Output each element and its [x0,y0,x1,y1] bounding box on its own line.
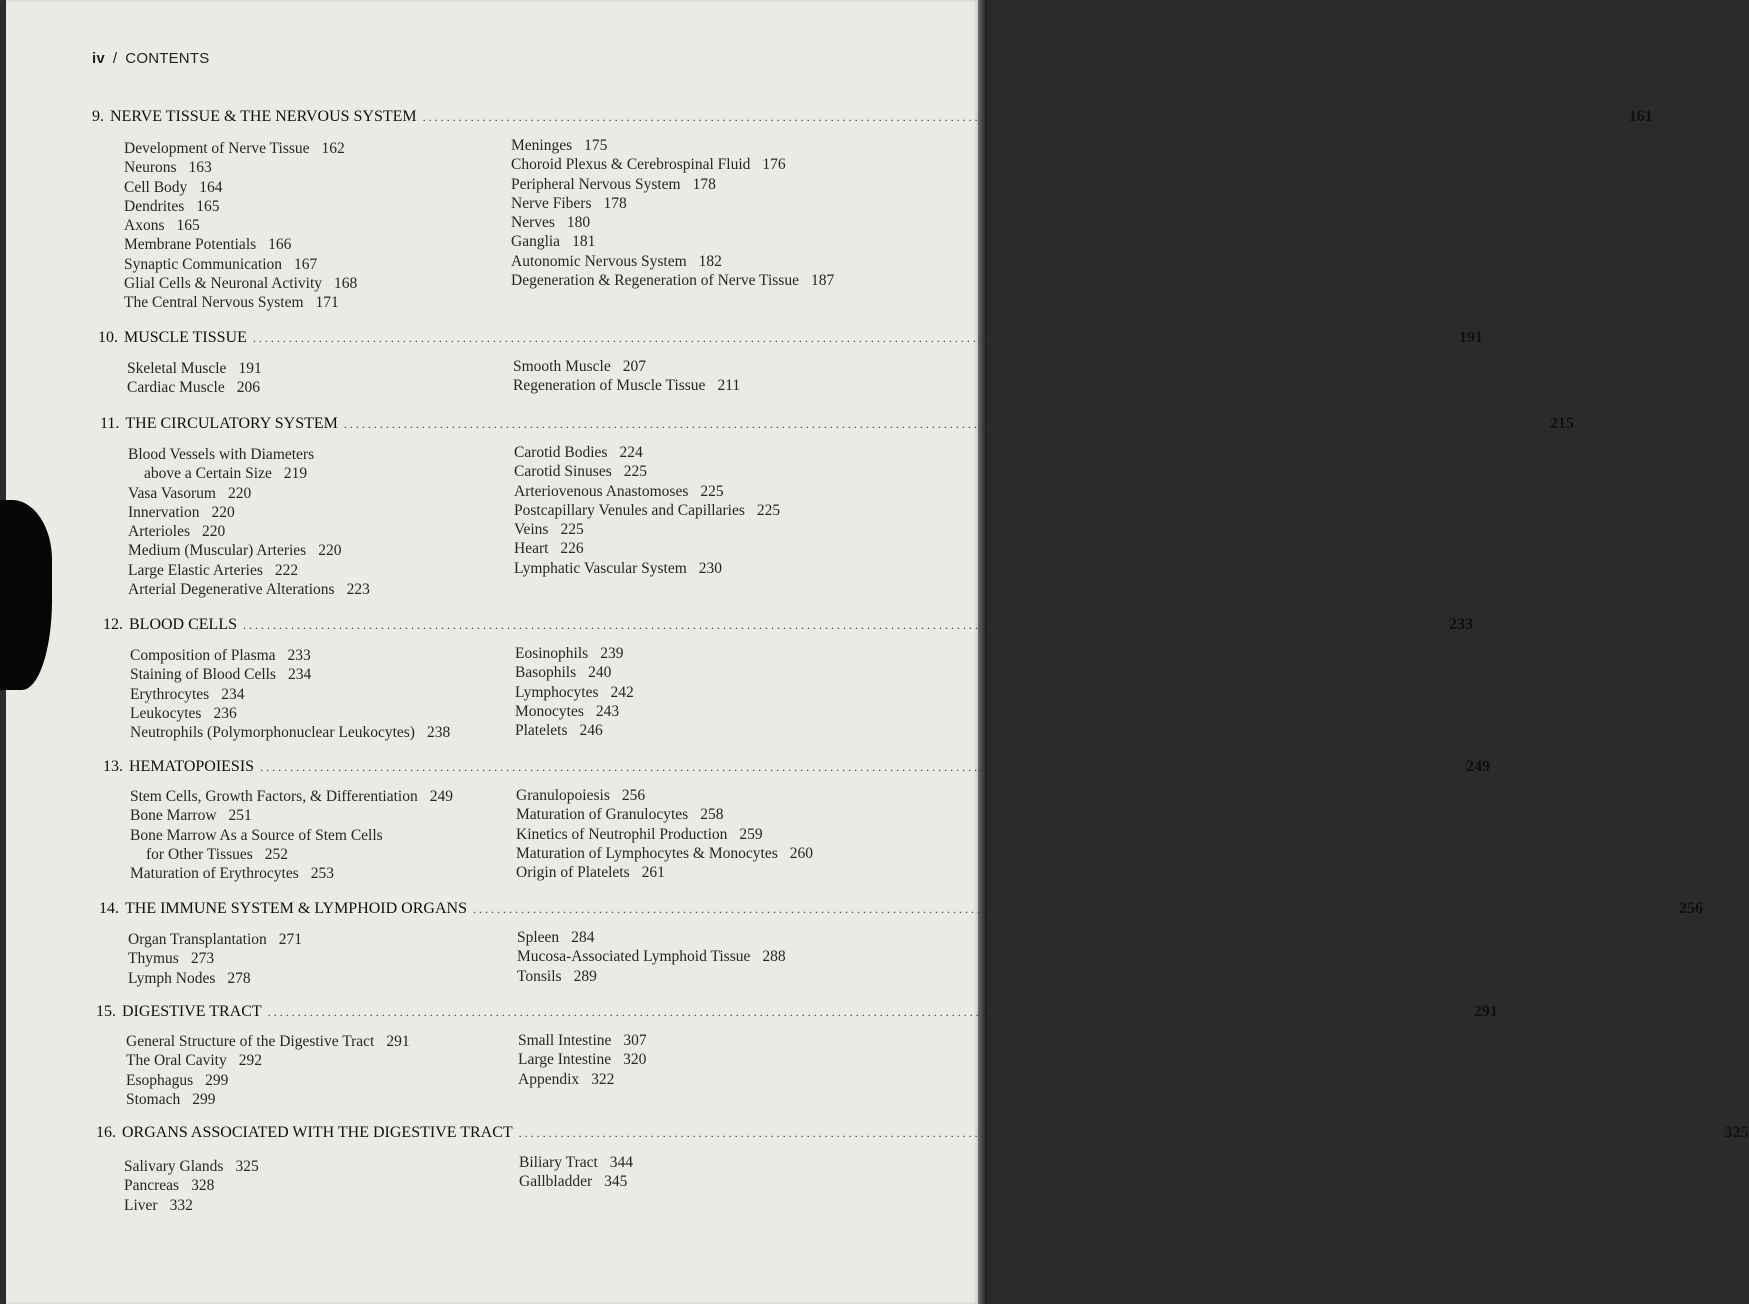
chapter-title[interactable]: HEMATOPOIESIS [129,758,255,775]
toc-entry[interactable] [516,844,813,863]
toc-entry-page: 191 [238,360,262,377]
toc-entry-page: 178 [603,194,627,212]
toc-entry-page: 224 [619,444,643,461]
toc-entry-page: 256 [621,787,646,804]
chapter-title[interactable]: THE IMMUNE SYSTEM & LYMPHOID ORGANS [125,900,467,917]
toc-entry-page: 299 [205,1071,229,1089]
toc-entry-page: 259 [739,825,763,843]
toc-entry-title: General Structure of the Digestive Tract [126,1033,375,1050]
leader-dots: ........................................................................................................................................................................................................ [252,331,1453,345]
toc-entry[interactable] [130,826,453,845]
toc-entry-title: Peripheral Nervous System [511,175,681,193]
toc-entry-page: 171 [315,294,339,312]
toc-entry-page: 246 [579,722,603,740]
toc-entry-title: above a Certain Size [144,465,272,483]
toc-entry[interactable] [128,930,302,949]
toc-entry[interactable] [519,1153,633,1172]
toc-entry-title: Spleen [517,929,560,946]
toc-entry-title: Leukocytes [130,704,202,722]
toc-entry-title: Esophagus [126,1071,194,1089]
toc-entry-page: 325 [235,1158,259,1175]
chapter-number: 10. [98,329,118,346]
toc-entry[interactable] [514,539,780,558]
toc-column-left [130,646,450,742]
toc-entry-title: Development of Nerve Tissue [124,140,310,157]
toc-entry[interactable] [124,274,357,293]
chapter-page-number: 215 [1549,415,1574,432]
toc-entry-page: 207 [622,358,646,375]
toc-entry-title: Gallbladder [519,1173,593,1191]
toc-column-right [519,1153,633,1192]
chapter-title[interactable]: MUSCLE TISSUE [124,329,247,346]
toc-entry-title: Axons [124,217,165,235]
toc-entry-title: Neutrophils (Polymorphonuclear Leukocytes) [130,724,415,742]
toc-entry[interactable] [515,721,634,740]
toc-entry[interactable] [128,503,370,522]
toc-entry-page: 299 [192,1090,216,1108]
chapter-number: 13. [103,758,123,775]
running-head-separator: / [112,50,118,67]
chapter-page-number: 161 [1628,108,1653,125]
toc-entry[interactable] [127,359,262,378]
toc-entry-page: 307 [623,1032,647,1049]
toc-entry[interactable] [127,378,262,397]
toc-entry-page: 176 [762,156,786,174]
toc-entry-page: 344 [609,1154,634,1171]
toc-entry[interactable] [511,232,834,251]
toc-entry[interactable] [128,522,370,541]
toc-entry[interactable] [515,663,634,682]
toc-entry-title: Monocytes [515,702,584,720]
toc-column-right [515,644,634,740]
toc-entry-title: Granulopoiesis [516,787,610,804]
toc-entry[interactable] [511,194,834,213]
toc-entry-page: 164 [199,178,223,196]
toc-column-left [128,930,302,988]
toc-entry-page: 238 [426,724,451,742]
toc-entry-page: 252 [264,845,289,863]
leader-dots: ........................................................................................................................................................................................................ [243,618,1443,632]
toc-entry-title: Vasa Vasorum [128,484,216,502]
toc-entry[interactable] [130,806,453,825]
toc-entry-title: Maturation of Erythrocytes [130,865,299,883]
toc-entry-title: Eosinophils [515,645,589,662]
toc-entry-page: 222 [274,561,299,579]
toc-column-left [124,1157,259,1215]
toc-column-left [128,445,370,599]
toc-entry-title: Veins [514,521,549,539]
toc-entry[interactable] [130,685,450,704]
leader-dots: ........................................................................................................................................................................................................ [472,902,1673,916]
chapter-title[interactable]: NERVE TISSUE & THE NERVOUS SYSTEM [110,108,417,125]
toc-entry-page: 225 [756,501,781,519]
toc-entry-page: 288 [762,948,786,966]
toc-entry-page: 345 [604,1173,628,1191]
toc-entry[interactable] [128,580,370,599]
toc-entry-page: 163 [188,159,212,177]
chapter-heading [96,1124,1749,1144]
toc-entry[interactable] [124,216,357,235]
toc-entry-title: Arterioles [128,523,190,541]
toc-entry[interactable] [516,825,813,844]
chapter-title[interactable]: ORGANS ASSOCIATED WITH THE DIGESTIVE TRACT [122,1124,513,1141]
toc-entry-page: 234 [287,666,312,684]
toc-entry-title: Staining of Blood Cells [130,666,276,684]
toc-entry-title: Arterial Degenerative Alterations [128,581,335,599]
toc-entry-title: Dendrites [124,197,185,215]
toc-entry-page: 187 [810,272,835,290]
toc-entry-title: Regeneration of Muscle Tissue [513,377,706,395]
toc-entry-title: Bone Marrow As a Source of Stem Cells [130,826,383,844]
toc-entry-page: 220 [318,542,342,560]
toc-entry[interactable] [124,158,357,177]
chapter-title[interactable]: BLOOD CELLS [129,616,237,633]
chapter-number: 15. [96,1003,116,1020]
toc-entry[interactable] [515,683,634,702]
toc-entry-title: Meninges [511,137,573,154]
toc-entry[interactable] [130,845,453,864]
toc-entry-page: 223 [346,581,370,599]
toc-entry[interactable] [511,213,834,232]
toc-entry[interactable] [128,561,370,580]
toc-entry[interactable] [516,786,813,805]
toc-entry-title: Membrane Potentials [124,236,257,254]
toc-entry-page: 167 [294,255,318,273]
toc-column-left [124,139,357,313]
toc-entry-title: Neurons [124,159,177,177]
toc-entry-title: Bone Marrow [130,807,217,825]
toc-entry[interactable] [518,1031,647,1050]
toc-entry[interactable] [126,1071,410,1090]
toc-entry-page: 166 [268,236,292,254]
toc-entry-page: 284 [571,929,595,946]
toc-entry[interactable] [124,255,357,274]
toc-entry-page: 230 [698,559,723,577]
toc-entry-title: Lymphocytes [515,683,599,701]
toc-entry-title: Thymus [128,950,179,968]
chapter-page-number: 233 [1449,616,1473,633]
toc-column-left [130,787,453,883]
toc-entry[interactable] [514,559,780,578]
toc-entry[interactable] [515,702,634,721]
toc-entry[interactable] [514,462,780,481]
toc-entry-page: 165 [176,217,200,235]
chapter-number: 16. [96,1124,116,1141]
toc-entry[interactable] [514,443,780,462]
toc-entry[interactable] [518,1070,647,1089]
toc-entry-page: 242 [610,683,634,701]
toc-entry-title: Basophils [515,664,577,682]
toc-entry-title: Maturation of Granulocytes [516,806,689,824]
toc-entry[interactable] [518,1050,647,1069]
toc-entry[interactable] [514,482,780,501]
toc-entry-title: Innervation [128,503,200,521]
leader-dots: ........................................................................................................................................................................................................ [518,1126,1719,1140]
chapter-title[interactable]: THE CIRCULATORY SYSTEM [125,415,338,432]
toc-entry-title: Arteriovenous Anastomoses [514,482,689,500]
toc-entry-title: Large Elastic Arteries [128,561,263,579]
toc-entry-page: 320 [623,1051,647,1069]
toc-column-right [514,443,780,578]
toc-entry[interactable] [124,1176,259,1195]
toc-entry-page: 278 [227,969,251,987]
toc-entry[interactable] [514,520,780,539]
toc-entry-page: 225 [623,463,647,481]
toc-entry[interactable] [128,464,370,483]
section-name: CONTENTS [125,50,210,67]
toc-entry-page: 168 [334,275,358,293]
toc-entry-title: Large Intestine [518,1051,612,1069]
toc-entry-title: Pancreas [124,1177,180,1195]
toc-entry[interactable] [517,967,786,986]
toc-entry-title: Lymph Nodes [128,969,216,987]
toc-entry-title: Choroid Plexus & Cerebrospinal Fluid [511,156,751,174]
toc-entry-page: 322 [591,1070,615,1088]
toc-entry[interactable] [128,949,302,968]
toc-entry[interactable] [124,1157,259,1176]
chapter-heading [96,1003,1498,1023]
chapter-heading [100,415,1574,435]
toc-entry[interactable] [517,928,786,947]
toc-entry-title: Synaptic Communication [124,255,282,273]
toc-column-right [517,928,786,986]
toc-entry-title: Small Intestine [518,1032,612,1049]
chapter-number: 9. [92,108,104,125]
toc-entry[interactable] [124,139,357,158]
toc-entry-page: 328 [191,1177,215,1195]
page-number: iv [92,50,105,67]
chapter-number: 11. [100,415,120,432]
toc-entry-page: 273 [190,950,215,968]
toc-entry[interactable] [511,175,834,194]
toc-entry-page: 332 [169,1196,193,1214]
toc-entry-title: Skeletal Muscle [127,360,227,377]
toc-entry-title: Liver [124,1196,158,1214]
toc-entry-page: 226 [560,540,584,558]
toc-entry-title: Lymphatic Vascular System [514,559,687,577]
page-edge-shadow [978,0,987,1304]
toc-entry-page: 261 [641,864,665,882]
toc-entry-page: 251 [228,807,252,825]
chapter-page-number: 249 [1466,758,1491,775]
toc-entry-title: Salivary Glands [124,1158,224,1175]
toc-entry[interactable] [124,293,357,312]
toc-entry-page: 249 [429,788,453,805]
toc-entry-title: Autonomic Nervous System [511,252,687,270]
toc-entry[interactable] [511,271,834,290]
toc-entry-title: Mucosa-Associated Lymphoid Tissue [517,948,751,966]
toc-entry[interactable] [130,646,450,665]
chapter-title[interactable]: DIGESTIVE TRACT [122,1003,262,1020]
toc-entry-title: for Other Tissues [146,845,253,863]
toc-entry[interactable] [124,235,357,254]
toc-column-right [518,1031,647,1089]
toc-entry[interactable] [519,1172,633,1191]
toc-entry[interactable] [516,863,813,882]
toc-entry[interactable] [513,357,740,376]
chapter-number: 12. [103,616,123,633]
toc-entry-title: Blood Vessels with Diameters [128,446,315,463]
toc-entry-page: 258 [700,806,724,824]
toc-entry-page: 181 [572,233,596,251]
toc-entry[interactable] [516,805,813,824]
toc-entry[interactable] [128,541,370,560]
chapter-heading [92,108,1653,128]
leader-dots: ........................................................................................................................................................................................................ [343,417,1544,431]
toc-column-left [126,1032,410,1109]
toc-entry[interactable] [130,787,453,806]
toc-entry-title: Postcapillary Venules and Capillaries [514,501,745,519]
toc-entry[interactable] [511,136,834,155]
toc-entry-title: Carotid Sinuses [514,463,612,481]
toc-entry-page: 225 [700,482,724,500]
leader-dots: ........................................................................................................................................................................................................ [267,1005,1468,1019]
toc-entry-page: 162 [321,140,345,157]
toc-entry-title: Ganglia [511,233,561,251]
toc-entry-page: 234 [221,685,245,703]
toc-entry-page: 243 [595,702,620,720]
toc-entry-title: Tonsils [517,967,562,985]
toc-entry[interactable] [126,1090,410,1109]
toc-entry-title: Degeneration & Regeneration of Nerve Tissue [511,272,799,290]
toc-entry[interactable] [514,501,780,520]
toc-entry-page: 220 [227,484,252,502]
toc-entry-page: 291 [386,1033,410,1050]
toc-entry[interactable] [128,969,302,988]
chapter-heading [103,616,1473,636]
toc-entry-page: 220 [211,503,235,521]
toc-entry-title: Nerves [511,214,555,232]
toc-entry-title: The Oral Cavity [126,1052,227,1070]
toc-entry[interactable] [130,665,450,684]
toc-entry-page: 206 [236,379,260,397]
toc-entry-title: Stomach [126,1090,181,1108]
toc-entry[interactable] [515,644,634,663]
toc-entry-page: 239 [600,645,624,662]
toc-entry[interactable] [511,155,834,174]
toc-entry-page: 260 [789,844,813,862]
toc-entry-page: 271 [278,931,303,948]
toc-entry-title: Kinetics of Neutrophil Production [516,825,728,843]
toc-entry-page: 211 [717,377,741,395]
toc-entry[interactable] [124,1196,259,1215]
toc-entry-page: 253 [310,865,334,883]
toc-entry-page: 219 [283,465,308,483]
chapter-heading [98,329,1483,349]
chapter-page-number: 325 [1724,1124,1749,1141]
toc-entry[interactable] [128,484,370,503]
toc-entry[interactable] [124,197,357,216]
toc-entry-page: 220 [201,523,226,541]
toc-entry-page: 289 [573,967,597,985]
toc-entry-title: Organ Transplantation [128,931,267,948]
toc-entry[interactable] [511,252,834,271]
toc-entry-title: Nerve Fibers [511,194,592,212]
toc-entry-title: Cell Body [124,178,188,196]
toc-entry-page: 175 [584,137,608,154]
toc-entry-title: Composition of Plasma [130,647,276,664]
chapter-number: 14. [99,900,119,917]
toc-entry-page: 240 [588,664,612,682]
toc-entry-title: Smooth Muscle [513,358,611,375]
chapter-page-number: 191 [1458,329,1483,346]
toc-entry-title: Maturation of Lymphocytes & Monocytes [516,844,778,862]
toc-entry-title: Stem Cells, Growth Factors, & Differentiation [130,788,418,805]
toc-entry-title: Medium (Muscular) Arteries [128,542,307,560]
toc-entry[interactable] [130,864,453,883]
toc-entry-title: Erythrocytes [130,685,210,703]
chapter-heading [103,758,1491,778]
toc-entry-title: Carotid Bodies [514,444,608,461]
leader-dots: ........................................................................................................................................................................................................ [422,110,1623,124]
toc-entry-title: Appendix [518,1070,580,1088]
toc-entry-page: 292 [238,1052,262,1070]
toc-column-right [511,136,834,290]
toc-entry-title: Heart [514,540,549,558]
toc-column-right [516,786,813,882]
toc-entry[interactable] [513,376,740,395]
chapter-page-number: 256 [1678,900,1703,917]
toc-entry[interactable] [126,1032,410,1051]
toc-entry-page: 236 [213,704,237,722]
toc-column-left [127,359,262,398]
toc-column-right [513,357,740,396]
toc-entry-page: 225 [560,521,584,539]
chapter-page-number: 291 [1473,1003,1498,1020]
chapter-heading [99,900,1703,920]
toc-entry-page: 178 [692,175,716,193]
toc-entry[interactable] [130,723,450,742]
toc-entry[interactable] [124,178,357,197]
toc-entry[interactable] [517,947,786,966]
toc-entry-page: 165 [196,197,220,215]
toc-entry[interactable] [130,704,450,723]
toc-entry-title: The Central Nervous System [124,294,304,312]
toc-entry-title: Glial Cells & Neuronal Activity [124,275,323,293]
toc-entry-page: 180 [566,214,591,232]
toc-entry-title: Platelets [515,722,568,740]
toc-entry-page: 233 [287,647,311,664]
toc-entry[interactable] [126,1051,410,1070]
toc-entry-title: Cardiac Muscle [127,379,225,397]
toc-entry-title: Biliary Tract [519,1154,598,1171]
running-head [92,50,209,67]
toc-entry[interactable] [128,445,370,464]
toc-entry-title: Origin of Platelets [516,864,630,882]
toc-entry-page: 182 [698,252,722,270]
leader-dots: ........................................................................................................................................................................................................ [260,760,1461,774]
